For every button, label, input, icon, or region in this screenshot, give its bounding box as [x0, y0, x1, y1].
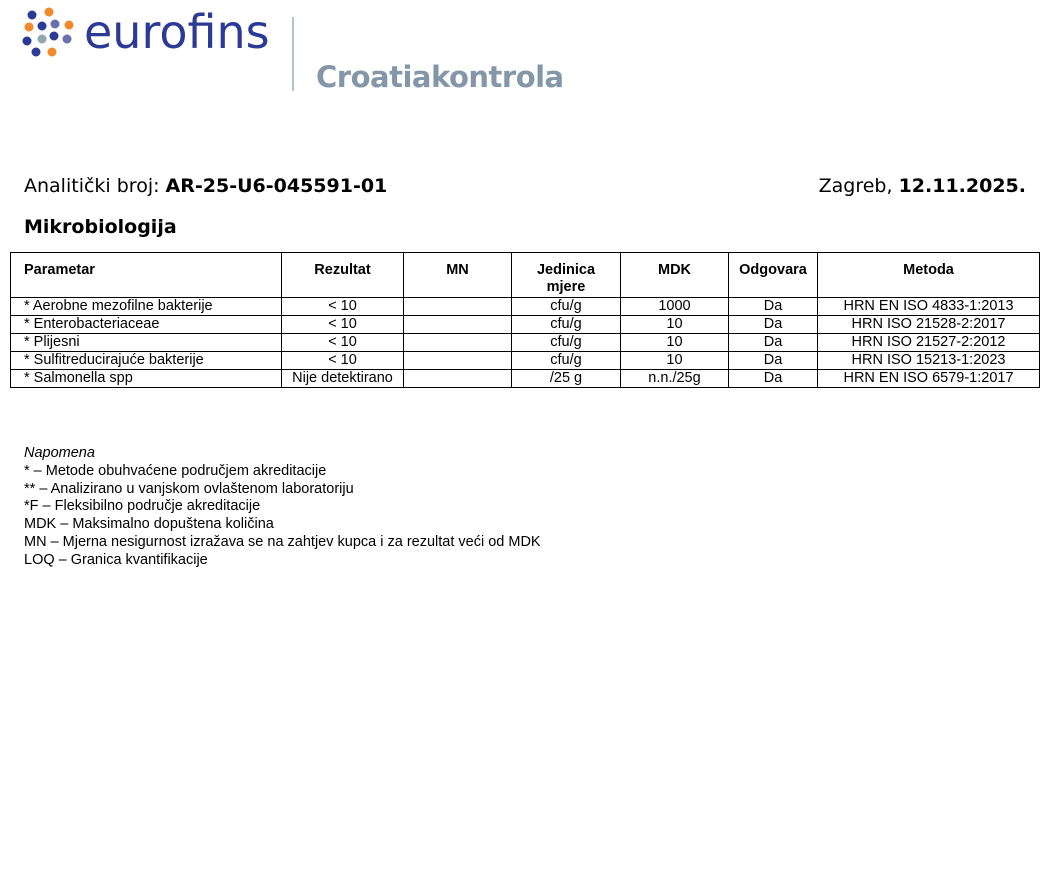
logo-divider: [292, 17, 294, 91]
header-rezultat: Rezultat: [282, 253, 404, 298]
table-cell: cfu/g: [512, 298, 621, 316]
table-row: [11, 316, 1040, 334]
table-row: [11, 370, 1040, 388]
table-row: [11, 298, 1040, 316]
table-cell: * Sulfitreducirajuće bakterije: [11, 352, 282, 370]
table-cell: * Plijesni: [11, 334, 282, 352]
table-cell: HRN ISO 15213-1:2023: [818, 352, 1040, 370]
table-row: [11, 352, 1040, 370]
note-line: MDK – Maksimalno dopuštena količina: [24, 516, 274, 533]
notes-title: Napomena: [24, 445, 95, 461]
analytic-number: AR-25-U6-045591-01: [165, 175, 388, 197]
table-cell: Da: [729, 370, 818, 388]
table-cell: [404, 334, 512, 352]
table-cell: Nije detektirano: [282, 370, 404, 388]
table-row: [11, 334, 1040, 352]
date-line: [819, 175, 1026, 197]
note-line: LOQ – Granica kvantifikacije: [24, 551, 208, 568]
table-cell: < 10: [282, 298, 404, 316]
header-parametar: Parametar: [11, 253, 282, 298]
header-mn: MN: [404, 253, 512, 298]
table-cell: HRN ISO 21527-2:2012: [818, 334, 1040, 352]
table-cell: cfu/g: [512, 316, 621, 334]
table-cell: * Salmonella spp: [11, 370, 282, 388]
note-line: * – Metode obuhvaćene područjem akreditacije: [24, 462, 327, 479]
table-cell: HRN EN ISO 4833-1:2013: [818, 298, 1040, 316]
table-cell: 10: [621, 316, 729, 334]
table-cell: HRN EN ISO 6579-1:2017: [818, 370, 1040, 388]
note-line: MN – Mjerna nesigurnost izražava se na zahtjev kupca i za rezultat veći od MDK: [24, 533, 541, 550]
note-line: *F – Fleksibilno područje akreditacije: [24, 498, 261, 515]
header-odgovara: Odgovara: [729, 253, 818, 298]
table-cell: cfu/g: [512, 334, 621, 352]
table-cell: Da: [729, 298, 818, 316]
table-cell: 10: [621, 334, 729, 352]
table-cell: HRN ISO 21528-2:2017: [818, 316, 1040, 334]
table-header-row: [11, 253, 1040, 298]
table-cell: [404, 352, 512, 370]
date: 12.11.2025.: [898, 175, 1026, 197]
analytic-number-line: [24, 175, 387, 197]
table-cell: Da: [729, 334, 818, 352]
section-title: Mikrobiologija: [24, 216, 177, 238]
eurofins-logo-icon: [22, 6, 76, 60]
analytic-label: Analitički broj:: [24, 175, 166, 197]
logo-text: eurofins: [84, 5, 270, 59]
table-cell: [404, 370, 512, 388]
city: Zagreb,: [818, 175, 899, 197]
table-cell: [404, 298, 512, 316]
table-cell: n.n./25g: [621, 370, 729, 388]
table-cell: 1000: [621, 298, 729, 316]
table-cell: * Enterobacteriaceae: [11, 316, 282, 334]
table-cell: * Aerobne mezofilne bakterije: [11, 298, 282, 316]
header-jedinica: Jedinica mjere: [512, 253, 621, 298]
note-line: ** – Analizirano u vanjskom ovlaštenom laboratoriju: [24, 480, 354, 497]
table-cell: [404, 316, 512, 334]
table-cell: < 10: [282, 316, 404, 334]
table-cell: Da: [729, 316, 818, 334]
results-table: [10, 252, 1040, 388]
table-cell: cfu/g: [512, 352, 621, 370]
table-cell: /25 g: [512, 370, 621, 388]
table-cell: 10: [621, 352, 729, 370]
table-cell: < 10: [282, 334, 404, 352]
notes: [24, 445, 541, 570]
header-mdk: MDK: [621, 253, 729, 298]
table-cell: Da: [729, 352, 818, 370]
header-metoda: Metoda: [818, 253, 1040, 298]
table-cell: < 10: [282, 352, 404, 370]
sub-logo-text: Croatiakontrola: [316, 60, 564, 94]
